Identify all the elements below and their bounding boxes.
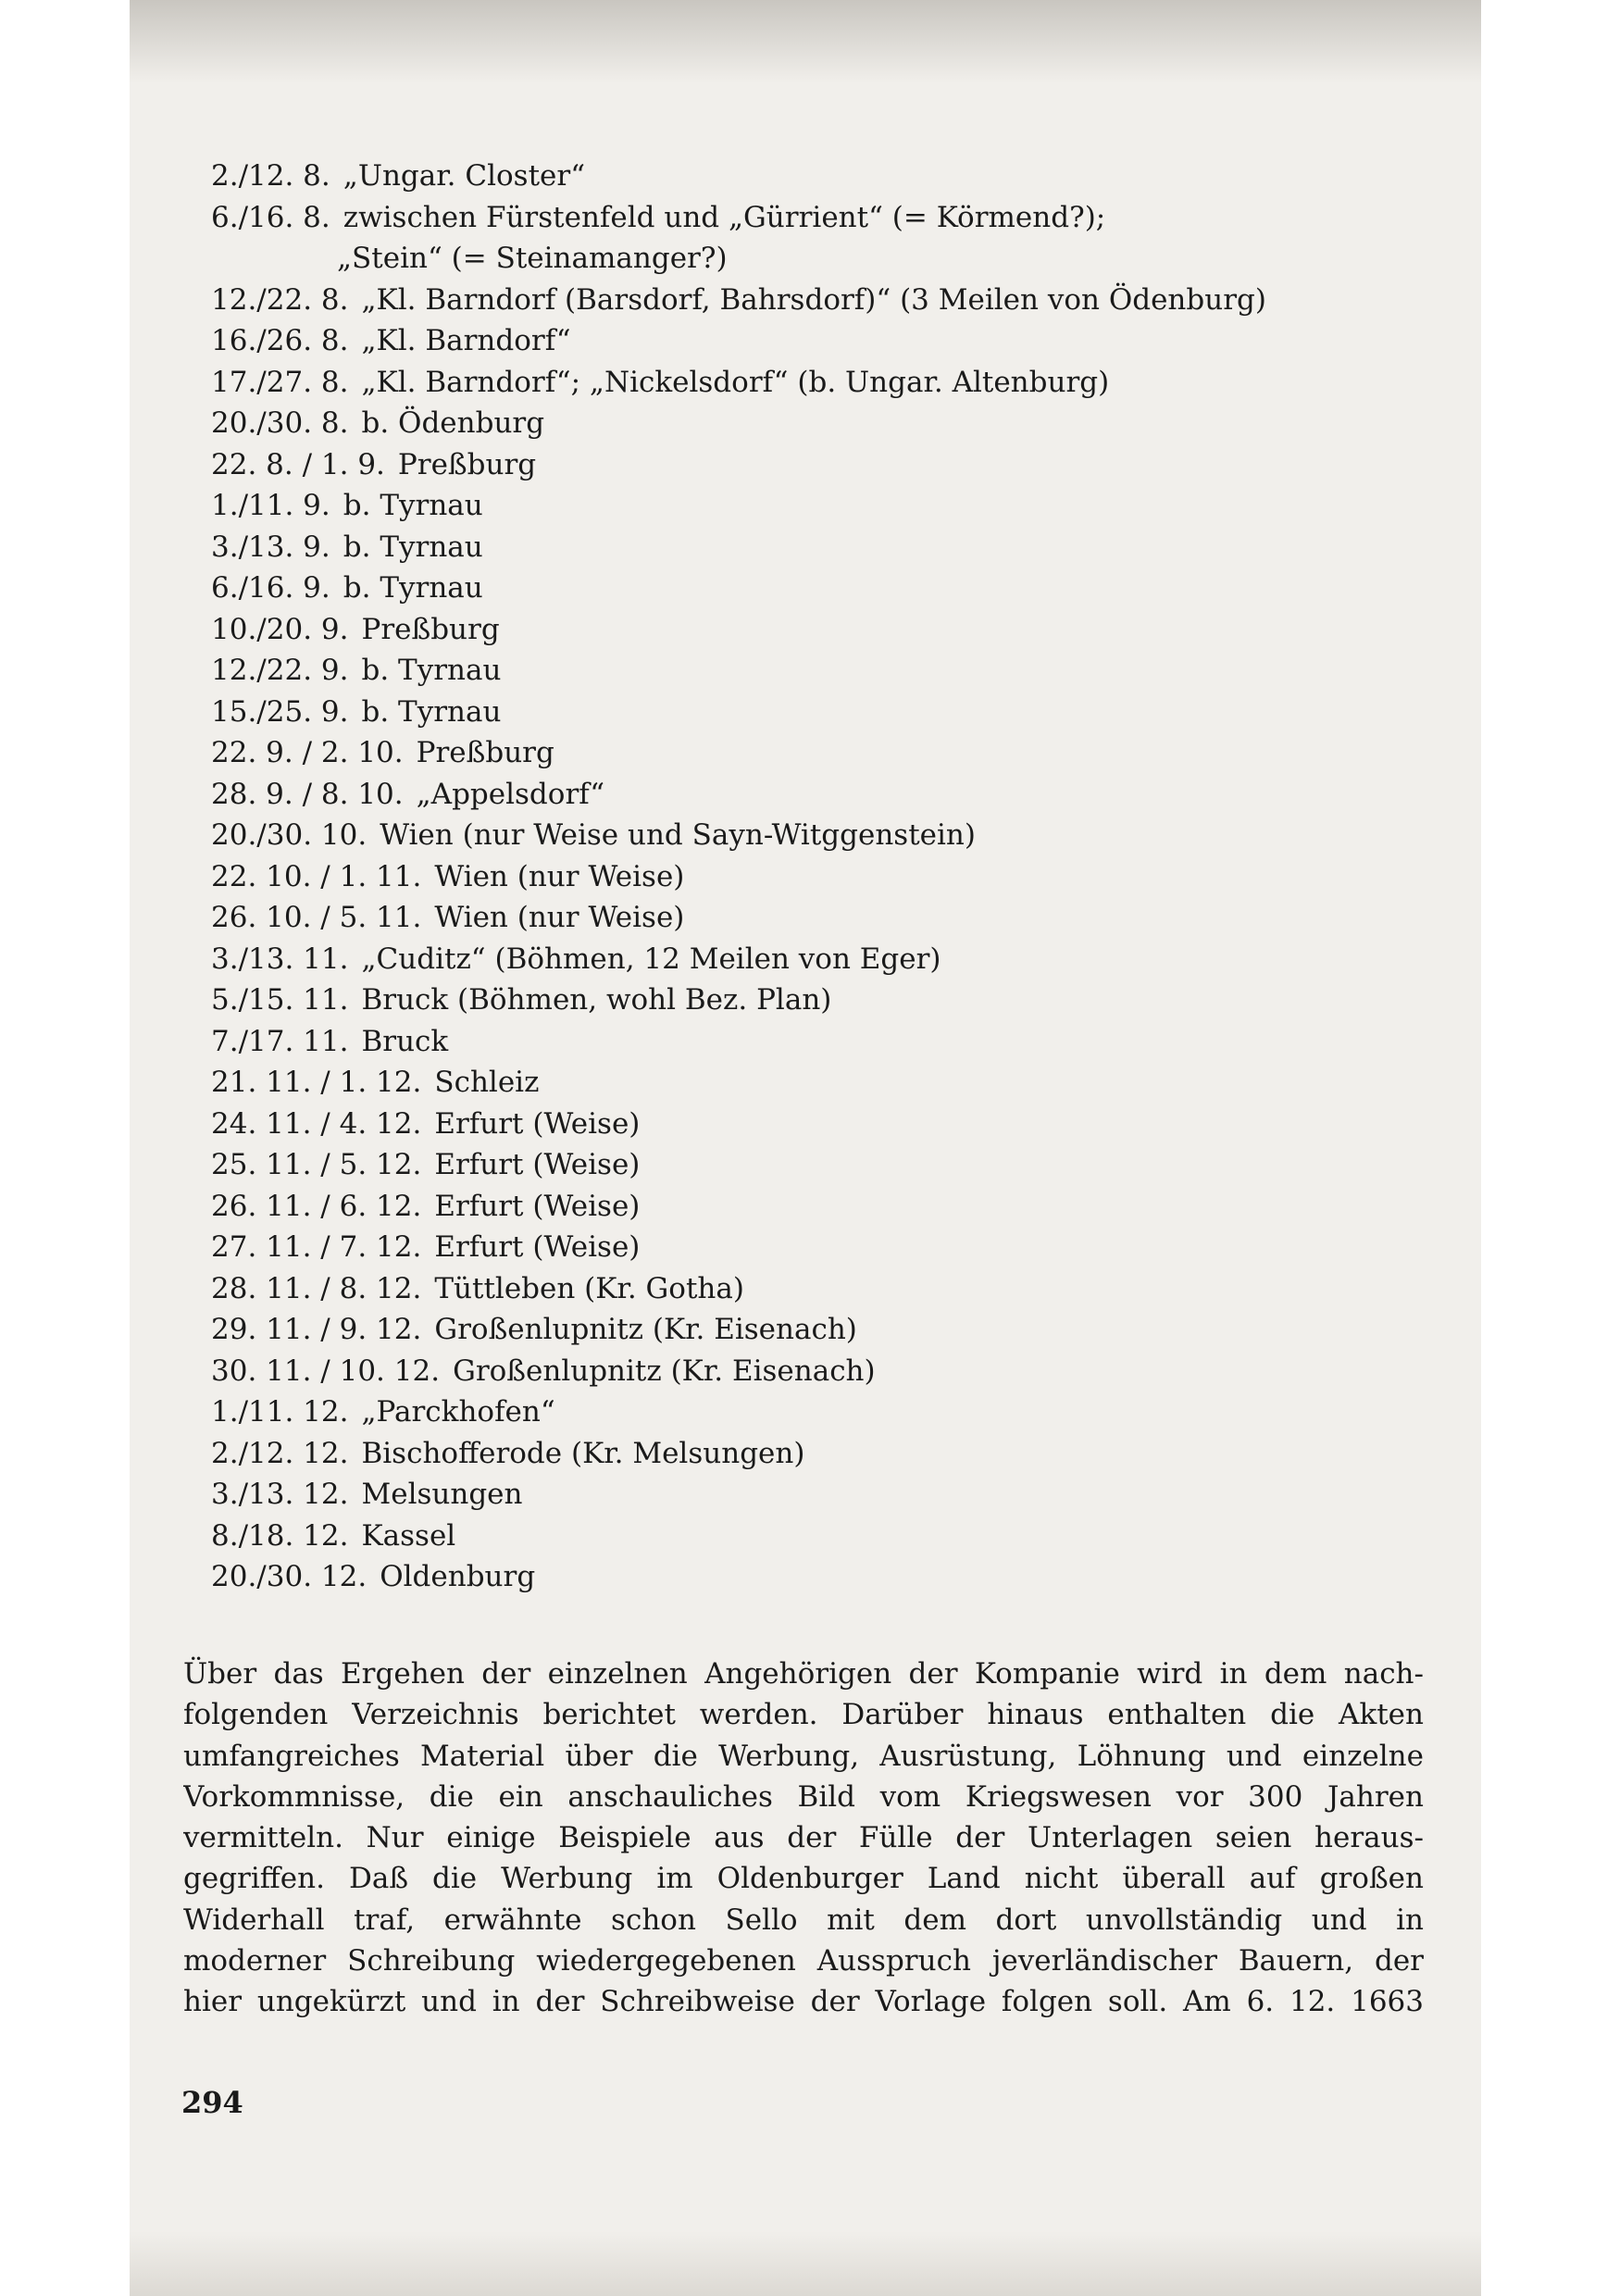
itinerary-place: Preßburg <box>361 612 500 646</box>
itinerary-row <box>211 774 1414 816</box>
itinerary-date: 6./16. 9. <box>211 571 330 605</box>
itinerary-place: Erfurt (Weise) <box>434 1189 641 1223</box>
paragraph-line: Widerhall traf, erwähnte schon Sello mit dem dort unvollständig und in <box>183 1903 1424 1937</box>
itinerary-place: b. Ödenburg <box>361 406 545 440</box>
itinerary-place: zwischen Fürstenfeld und „Gürrient“ (= Körmend?); <box>343 200 1106 234</box>
paragraph-line: umfangreiches Material über die Werbung, Ausrüstung, Löhnung und einzelne <box>183 1739 1424 1773</box>
itinerary-row <box>211 1474 1414 1516</box>
itinerary-place: Schleiz <box>434 1066 540 1099</box>
itinerary-place: b. Tyrnau <box>343 530 483 564</box>
itinerary-row <box>211 485 1414 527</box>
itinerary-date: 15./25. 9. <box>211 694 349 729</box>
itinerary-date: 30. 11. / 10. 12. <box>211 1354 441 1388</box>
itinerary-place: b. Tyrnau <box>361 654 502 687</box>
itinerary-date: 29. 11. / 9. 12. <box>211 1313 422 1346</box>
itinerary-date: 1./11. 12. <box>211 1395 349 1429</box>
itinerary-place: Preßburg <box>416 736 554 769</box>
itinerary-row <box>211 280 1414 321</box>
itinerary-date: 12./22. 8. <box>211 282 349 317</box>
itinerary-date: 17./27. 8. <box>211 365 349 399</box>
itinerary-row <box>211 692 1414 733</box>
paragraph-line: vermitteln. Nur einige Beispiele aus der Fülle der Unterlagen seien heraus- <box>183 1821 1424 1855</box>
itinerary-date: 10./20. 9. <box>211 612 349 646</box>
itinerary-date: 3./13. 12. <box>211 1478 349 1511</box>
itinerary-date: 27. 11. / 7. 12. <box>211 1230 422 1264</box>
itinerary-row <box>211 1062 1414 1104</box>
itinerary-date: 6./16. 8. <box>211 200 330 234</box>
itinerary-place: „Cuditz“ (Böhmen, 12 Meilen von Eger) <box>361 942 941 976</box>
itinerary-date: 26. 10. / 5. 11. <box>211 901 422 934</box>
itinerary-place: Oldenburg <box>380 1560 536 1593</box>
itinerary-place: Melsungen <box>361 1478 523 1511</box>
itinerary-row <box>211 732 1414 774</box>
itinerary-row <box>211 1021 1414 1063</box>
body-paragraph <box>183 1653 1424 2023</box>
itinerary-date: 3./13. 11. <box>211 942 349 976</box>
itinerary-date: 2./12. 8. <box>211 159 330 193</box>
itinerary-date: 22. 9. / 2. 10. <box>211 736 404 769</box>
itinerary-date: 2./12. 12. <box>211 1436 349 1470</box>
itinerary-date: 24. 11. / 4. 12. <box>211 1106 422 1141</box>
itinerary-row <box>211 815 1414 856</box>
itinerary-date: 21. 11. / 1. 12. <box>211 1066 422 1099</box>
itinerary-place: „Stein“ (= Steinamanger?) <box>337 242 728 275</box>
itinerary-row <box>211 1433 1414 1475</box>
itinerary-place: Bruck (Böhmen, wohl Bez. Plan) <box>361 983 832 1017</box>
itinerary-place: „Parckhofen“ <box>361 1395 555 1429</box>
itinerary-row <box>211 609 1414 651</box>
itinerary-row <box>211 156 1414 197</box>
itinerary-date: 16./26. 8. <box>211 324 349 357</box>
itinerary-row <box>211 1309 1414 1351</box>
itinerary-row <box>211 650 1414 692</box>
itinerary-row <box>211 1144 1414 1186</box>
itinerary-place: Tüttleben (Kr. Gotha) <box>434 1271 744 1305</box>
itinerary-place: Erfurt (Weise) <box>434 1148 641 1181</box>
scan-shadow-bottom <box>130 2231 1481 2296</box>
itinerary-date: 20./30. 8. <box>211 406 349 440</box>
itinerary-date: 25. 11. / 5. 12. <box>211 1148 422 1181</box>
itinerary-row <box>211 1516 1414 1557</box>
itinerary-date: 7./17. 11. <box>211 1024 349 1058</box>
paragraph-line: hier ungekürzt und in der Schreibweise der Vorlage folgen soll. Am 6. 12. 1663 <box>183 1985 1424 2019</box>
itinerary-date: 26. 11. / 6. 12. <box>211 1189 422 1223</box>
itinerary-row <box>211 856 1414 898</box>
itinerary-date: 1./11. 9. <box>211 489 330 522</box>
itinerary-date: 28. 9. / 8. 10. <box>211 777 404 811</box>
itinerary-place: „Appelsdorf“ <box>416 777 605 811</box>
itinerary-place: Kassel <box>361 1518 456 1553</box>
itinerary-row <box>211 1104 1414 1145</box>
itinerary-row <box>211 403 1414 444</box>
itinerary-date: 3./13. 9. <box>211 530 330 564</box>
itinerary-row <box>211 1186 1414 1228</box>
itinerary-place: Großenlupnitz (Kr. Eisenach) <box>453 1354 876 1388</box>
itinerary-place: Wien (nur Weise) <box>434 859 685 893</box>
paragraph-line: gegriffen. Daß die Werbung im Oldenburger Land nicht überall auf großen <box>183 1862 1424 1896</box>
itinerary-list <box>211 156 1414 1598</box>
scan-shadow-top <box>130 0 1481 83</box>
paragraph-line: folgenden Verzeichnis berichtet werden. Darüber hinaus enthalten die Akten <box>183 1698 1424 1732</box>
itinerary-row <box>211 320 1414 362</box>
itinerary-row <box>211 527 1414 568</box>
itinerary-row <box>211 939 1414 980</box>
itinerary-row <box>211 1351 1414 1392</box>
itinerary-place: Bischofferode (Kr. Melsungen) <box>361 1436 805 1470</box>
itinerary-row <box>211 1556 1414 1598</box>
paragraph-line: moderner Schreibung wiedergegebenen Ausspruch jeverländischer Bauern, der <box>183 1944 1424 1978</box>
itinerary-place: Erfurt (Weise) <box>434 1230 641 1264</box>
itinerary-row <box>211 444 1414 486</box>
itinerary-date: 20./30. 10. <box>211 818 367 852</box>
paragraph-line: Vorkommnisse, die ein anschauliches Bild vom Kriegswesen vor 300 Jahren <box>183 1779 1424 1814</box>
itinerary-date: 22. 10. / 1. 11. <box>211 859 422 893</box>
itinerary-date: 20./30. 12. <box>211 1560 367 1593</box>
itinerary-place: Erfurt (Weise) <box>434 1106 641 1141</box>
itinerary-row <box>211 362 1414 404</box>
itinerary-place: Wien (nur Weise und Sayn-Witggenstein) <box>380 818 976 852</box>
itinerary-row <box>211 568 1414 609</box>
itinerary-row <box>211 1268 1414 1310</box>
itinerary-row <box>211 1227 1414 1268</box>
itinerary-place: Bruck <box>361 1024 449 1058</box>
itinerary-date: 22. 8. / 1. 9. <box>211 447 385 481</box>
itinerary-place: b. Tyrnau <box>343 571 483 605</box>
itinerary-place: „Kl. Barndorf“ <box>361 324 571 357</box>
itinerary-row <box>211 1391 1414 1433</box>
itinerary-row <box>211 197 1414 239</box>
itinerary-place: „Kl. Barndorf“; „Nickelsdorf“ (b. Ungar. Altenburg) <box>361 365 1110 399</box>
itinerary-date: 28. 11. / 8. 12. <box>211 1271 422 1305</box>
itinerary-date: 5./15. 11. <box>211 983 349 1017</box>
itinerary-row <box>211 897 1414 939</box>
page-number: 294 <box>181 2085 243 2120</box>
itinerary-place: Wien (nur Weise) <box>434 901 685 934</box>
itinerary-place: Großenlupnitz (Kr. Eisenach) <box>434 1313 857 1346</box>
itinerary-date: 8./18. 12. <box>211 1518 349 1553</box>
itinerary-row <box>211 980 1414 1021</box>
itinerary-date: 12./22. 9. <box>211 654 349 687</box>
itinerary-place: b. Tyrnau <box>361 694 502 729</box>
itinerary-row <box>211 238 1414 280</box>
paragraph-line: Über das Ergehen der einzelnen Angehörigen der Kompanie wird in dem nach- <box>183 1657 1424 1691</box>
itinerary-place: „Ungar. Closter“ <box>343 159 586 193</box>
itinerary-place: b. Tyrnau <box>343 489 483 522</box>
itinerary-place: „Kl. Barndorf (Barsdorf, Bahrsdorf)“ (3 Meilen von Ödenburg) <box>361 282 1266 317</box>
itinerary-place: Preßburg <box>397 447 537 481</box>
